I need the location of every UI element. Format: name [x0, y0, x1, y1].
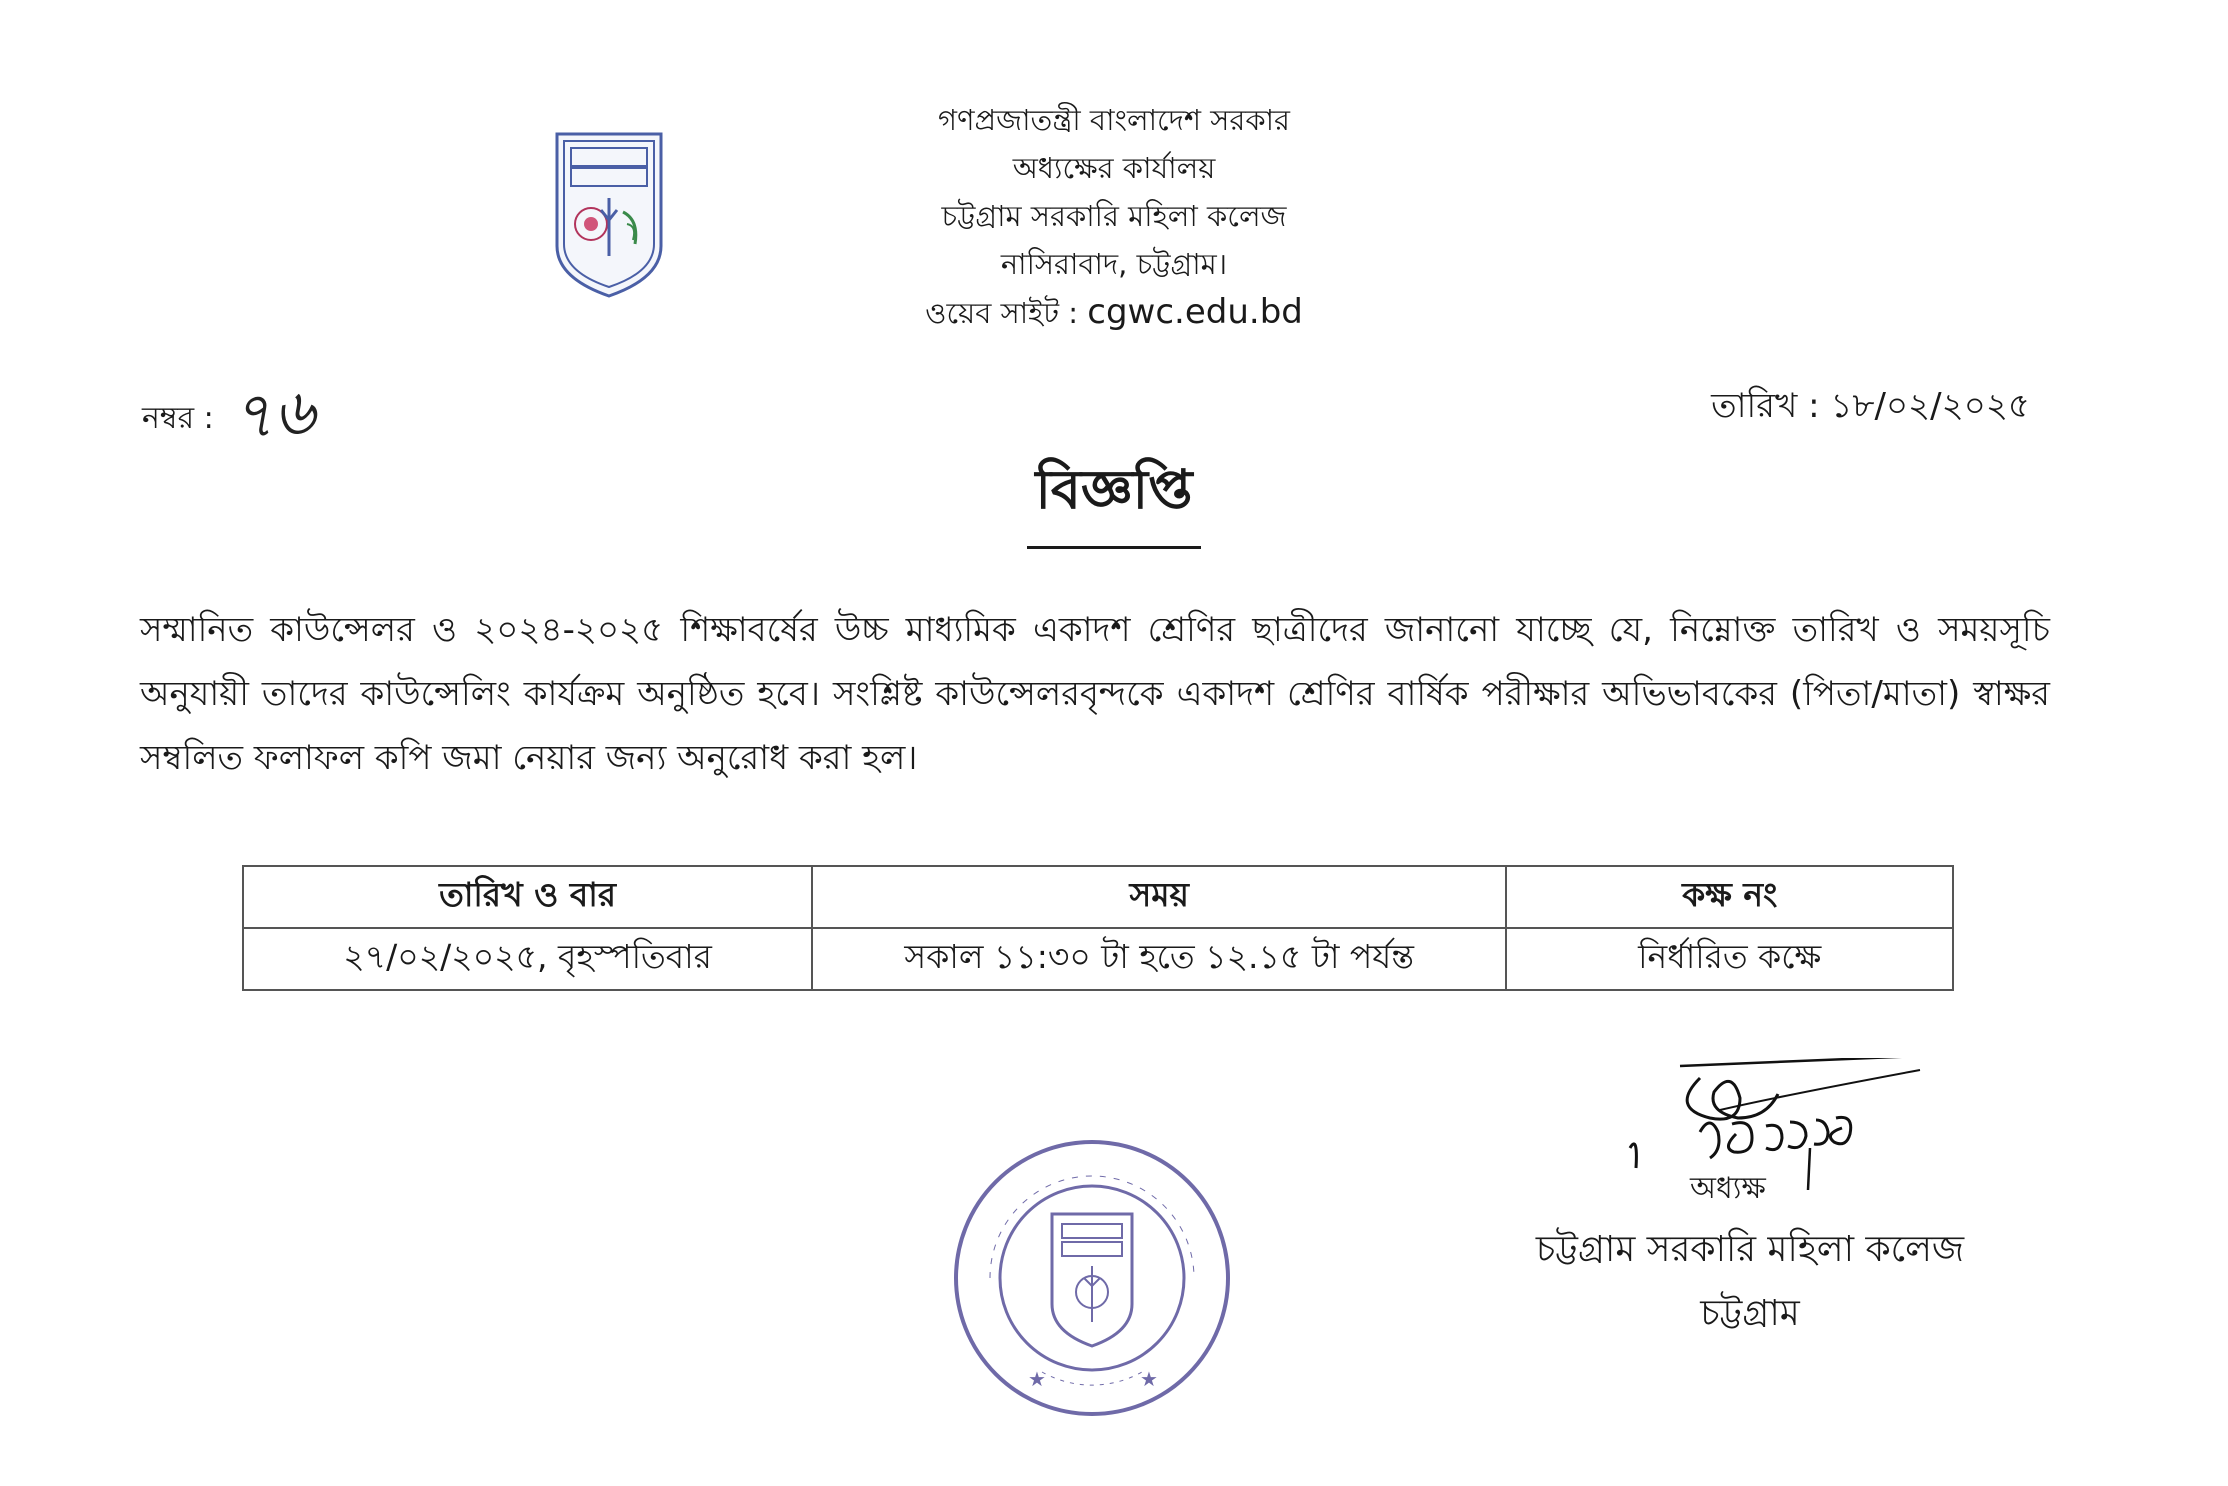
signatory-city: চট্টগ্রাম	[1700, 1293, 1800, 1334]
notice-title-text: বিজ্ঞপ্তি	[1027, 448, 1200, 549]
table-header-row	[243, 866, 1953, 928]
svg-text:★: ★	[1140, 1367, 1158, 1391]
header-date-day: তারিখ ও বার	[243, 866, 812, 928]
college-address: নাসিরাবাদ, চট্টগ্রাম।	[1000, 247, 1228, 281]
date-row	[1711, 380, 2030, 437]
table-row	[243, 928, 1953, 990]
handwritten-signature	[1620, 1058, 1940, 1198]
header-room: কক্ষ নং	[1506, 866, 1953, 928]
memo-number: ৭৬	[228, 375, 318, 455]
signatory-title: অধ্যক্ষ	[1690, 1171, 1766, 1206]
date-label: তারিখ :	[1711, 386, 1820, 426]
letterhead	[614, 96, 1614, 337]
official-seal-icon	[950, 1136, 1234, 1420]
website-link[interactable]: cgwc.edu.bd	[1087, 292, 1303, 332]
notice-title	[0, 448, 2228, 549]
cell-date-day: ২৭/০২/২০২৫, বৃহস্পতিবার	[243, 928, 812, 990]
notice-body: সম্মানিত কাউন্সেলর ও ২০২৪-২০২৫ শিক্ষাবর্ষের উচ্চ মাধ্যমিক একাদশ শ্রেণির ছাত্রীদের জানানো যাচ্ছে যে, নিম্নোক্ত তারিখ ও সময়সূচি অনুযায়ী তাদের কাউন্সেলিং কার্যক্রম অনুষ্ঠিত হবে। সংশ্লিষ্ট কাউন্সেলরবৃন্দকে একাদশ শ্রেণির বার্ষিক পরীক্ষার অভিভাবকের (পিতা/মাতা) স্বাক্ষর সম্বলিত ফলাফল কপি জমা নেয়ার জন্য অনুরোধ করা হল।	[140, 610, 2050, 778]
cell-time: সকাল ১১:৩০ টা হতে ১২.১৫ টা পর্যন্ত	[812, 928, 1506, 990]
office-name: অধ্যক্ষের কার্যালয়	[1012, 151, 1216, 185]
date-value: ১৮/০২/২০২৫	[1830, 386, 2030, 426]
svg-text:★: ★	[1028, 1367, 1046, 1391]
govt-name: গণপ্রজাতন্ত্রী বাংলাদেশ সরকার	[937, 103, 1291, 137]
college-name: চট্টগ্রাম সরকারি মহিলা কলেজ	[941, 199, 1287, 233]
memo-label: নম্বর :	[142, 401, 214, 436]
cell-room: নির্ধারিত কক্ষে	[1506, 928, 1953, 990]
header-time: সময়	[812, 866, 1506, 928]
schedule-table	[242, 865, 1954, 991]
website-label: ওয়েব সাইট :	[925, 296, 1079, 330]
website-line	[614, 288, 1614, 337]
signatory-college: চট্টগ্রাম সরকারি মহিলা কলেজ	[1535, 1229, 1965, 1270]
